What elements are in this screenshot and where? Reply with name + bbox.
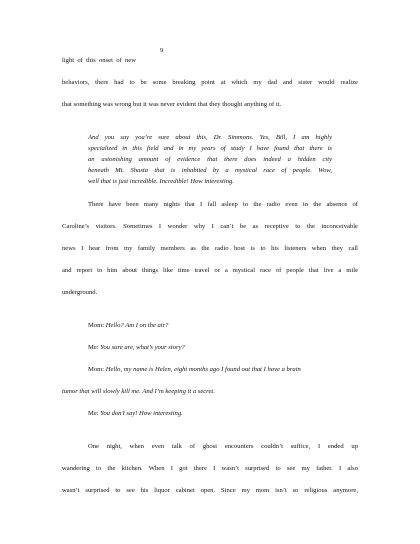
dialogue-line	[88, 344, 185, 352]
dialogue-line	[88, 322, 168, 330]
speaker: Mom:	[88, 322, 105, 329]
speaker: Me:	[88, 344, 99, 351]
text-line: underground.	[62, 289, 98, 296]
quote-line: specialized in this field and in my years of study I have found that there is	[88, 145, 332, 152]
dialogue-text: Hello, my name is Helen, eight months ago I found out that I have a brain	[105, 366, 301, 373]
text-line: news I hear from my family members as the radio host is to his listeners when they call	[62, 245, 358, 252]
dialogue-text: Hello? Am I on the air?	[105, 322, 169, 329]
dialogue-text: You sure are, what’s your story?	[100, 344, 185, 351]
text-line: light of this onset of new	[62, 57, 136, 64]
quote-line: an astonishing amount of evidence that there does indeed a hidden city	[88, 156, 332, 163]
quote-line: well that is just incredible. Incredible! How interesting.	[88, 178, 234, 185]
page-number: 9	[160, 47, 164, 54]
text-line: One night, when even talk of ghost encounters couldn’t suffice, I ended up	[88, 443, 358, 450]
speaker: Mom:	[88, 366, 105, 373]
text-line: Caroline’s visitors. Sometimes I wonder why I can’t be as receptive to the inconceivable	[62, 223, 358, 230]
dialogue-line	[88, 410, 183, 418]
dialogue-line	[88, 366, 301, 374]
quote-line: beneath Mt. Shasta that is inhabited by a mystical race of people. Wow,	[88, 167, 332, 174]
dialogue-text: You don’t say! How interesting.	[100, 410, 183, 417]
text-line: that something was wrong but it was never evident that they thought anything of it.	[62, 101, 282, 108]
speaker: Me:	[88, 410, 99, 417]
text-line: wandering to the kitchen. When I got there I wasn’t surprised to see my father. I also	[62, 465, 358, 472]
text-line: wasn’t surprised to see his liquor cabinet open. Since my mom isn’t so religious anymore,	[62, 487, 358, 494]
dialogue-line: tumor that will slowly kill me. And I’m keeping it a secret.	[62, 388, 215, 395]
text-line: behaviors, there had to be some breaking point at which my dad and sister would realize	[62, 79, 358, 86]
text-line: There have been many nights that I fall asleep to the radio even in the absence of	[88, 201, 358, 208]
text-line: and report to him about things like time travel or a mystical race of people that live a mile	[62, 267, 358, 274]
quote-line: And you say you’re sure about this, Dr. Simmons. Yes, Bill, I am highly	[88, 134, 332, 141]
